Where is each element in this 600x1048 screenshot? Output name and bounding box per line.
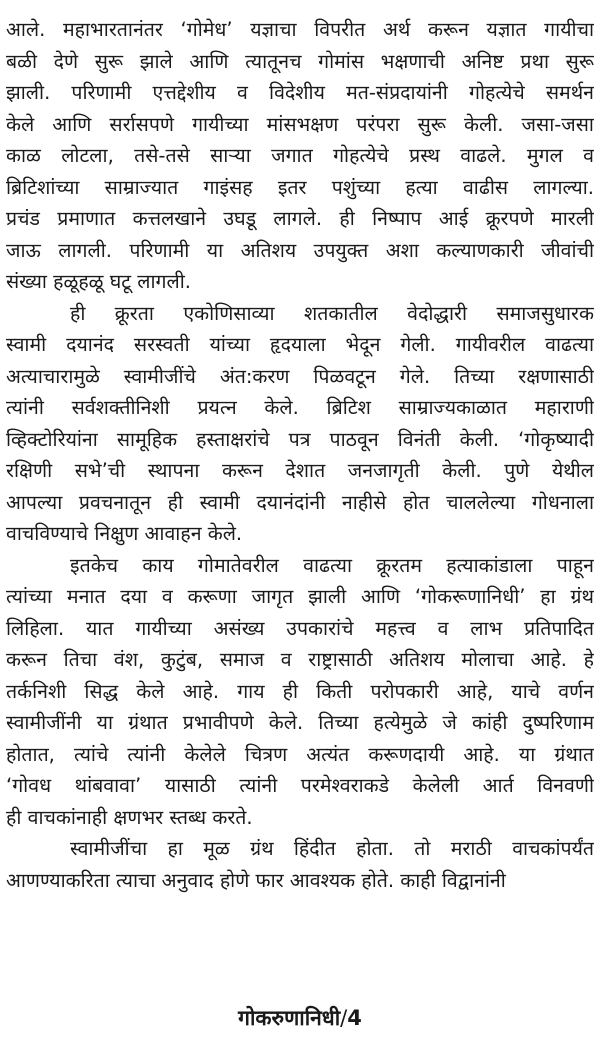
text-line: ही क्रूरता एकोणिसाव्या शतकातील वेदोद्धारी समाजसुधारक [70, 301, 594, 325]
text-line: अत्याचारामुळे स्वामीजींचे अंत:करण पिळवटून गेले. तिच्या रक्षणासाठी [6, 364, 594, 388]
paragraph [6, 298, 594, 550]
text-line: लिहिला. यात गायीच्या असंख्य उपकारांचे महत्त्व व लाभ प्रतिपादित [6, 616, 594, 640]
text-line: वाचविण्याचे निक्षुण आवाहन केले. [6, 522, 243, 545]
paragraph [6, 833, 594, 896]
text-line: त्यांच्या मनात दया व करूणा जागृत झाली आणि ‘गोकरूणानिधी’ हा ग्रंथ [6, 585, 594, 608]
text-line: इतकेच काय गोमातेवरील वाढत्या क्रूरतम हत्याकांडाला पाहून [70, 553, 594, 577]
text-line: रक्षिणी सभे’ची स्थापना करून देशात जनजागृती केली. पुणे येथील [6, 459, 594, 482]
page-number: 4 [347, 1006, 362, 1030]
text-line: स्वामीजींनी या ग्रंथात प्रभावीपणे केले. तिच्या हत्येमुळे जे कांही दुष्परिणाम [6, 711, 594, 734]
text-line: केले आणि सर्रासपणे गायीच्या मांसभक्षण परंपरा सुरू केली. जसा-जसा [6, 112, 594, 136]
paragraph [6, 14, 594, 298]
page-body [6, 14, 594, 896]
text-line: ब्रिटिशांच्या साम्राज्यात गाइंसह इतर पशुंच्या हत्या वाढीस लागल्या. [6, 175, 594, 199]
text-line: झाली. परिणामी एत्तद्देशीय व विदेशीय मत-संप्रदायांनी गोहत्येचे समर्थन [6, 81, 594, 104]
text-line: ही वाचकांनाही क्षणभर स्तब्ध करते. [6, 805, 253, 829]
paragraph [6, 550, 594, 834]
text-line: होतात, त्यांचे त्यांनी केलेले चित्रण अत्यंत करूणदायी आहे. या ग्रंथात [6, 742, 594, 766]
text-line: स्वामीजींचा हा मूळ ग्रंथ हिंदीत होता. तो मराठी वाचकांपर्यंत [70, 837, 594, 860]
text-line: जाऊ लागली. परिणामी या अतिशय उपयुक्त अशा कल्याणकारी जीवांची [6, 238, 594, 262]
text-line: काळ लोटला, तसे-तसे साऱ्या जगात गोहत्येचे प्रस्थ वाढले. मुगल व [6, 144, 594, 167]
footer-separator: / [340, 1006, 348, 1030]
text-line: आले. महाभारतानंतर ‘गोमेध’ यज्ञाचा विपरीत अर्थ करून यज्ञात गायीचा [6, 18, 594, 41]
text-line: व्हिक्टोरियांना सामूहिक हस्ताक्षरांचे पत्र पाठवून विनंती केली. ‘गोकृष्यादी [6, 427, 594, 451]
text-line: त्यांनी सर्वशक्तीनिशी प्रयत्न केले. ब्रिटिश साम्राज्यकाळात महाराणी [6, 396, 594, 419]
text-line: ‘गोवध थांबवावा’ यासाठी त्यांनी परमेश्वराकडे केलेली आर्त विनवणी [6, 774, 594, 797]
text-line: प्रचंड प्रमाणात कत्तलखाने उघडू लागले. ही निष्पाप आई क्रूरपणे मारली [6, 207, 594, 230]
book-title: गोकरुणानिधी [238, 1006, 341, 1030]
page-footer [0, 1002, 600, 1034]
text-line: आणण्याकरिता त्याचा अनुवाद होणे फार आवश्यक होते. काही विद्वानांनी [6, 868, 506, 892]
text-line: बळी देणे सुरू झाले आणि त्यातूनच गोमांस भक्षणाची अनिष्ट प्रथा सुरू [6, 49, 594, 73]
text-line: आपल्या प्रवचनातून ही स्वामी दयानंदांनी नाहीसे होत चाललेल्या गोधनाला [6, 490, 594, 514]
text-line: स्वामी दयानंद सरस्वती यांच्या हृदयाला भेदून गेली. गायीवरील वाढत्या [6, 333, 594, 356]
text-line: तर्कनिशी सिद्ध केले आहे. गाय ही किती परोपकारी आहे, याचे वर्णन [6, 679, 594, 703]
text-line: संख्या हळूहळू घटू लागली. [6, 270, 191, 293]
text-line: करून तिचा वंश, कुटुंब, समाज व राष्ट्रासाठी अतिशय मोलाचा आहे. हे [6, 648, 594, 671]
